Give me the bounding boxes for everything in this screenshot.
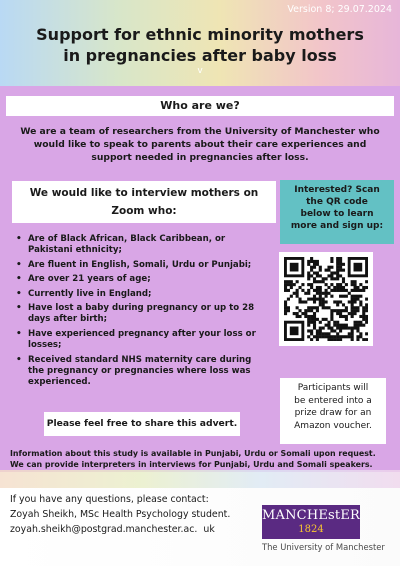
header-banner xyxy=(0,0,400,86)
criterion-line: the pregnancy or pregnancies where loss was xyxy=(28,366,251,377)
criterion-line: experienced. xyxy=(28,377,91,388)
logo-year: 1824 xyxy=(298,524,324,535)
list-item xyxy=(16,329,278,352)
qr-code[interactable] xyxy=(279,252,373,346)
bullet-icon: • xyxy=(16,274,22,285)
intro-text xyxy=(10,125,390,164)
interview-heading-line-1: We would like to interview mothers on xyxy=(29,187,259,199)
criterion-line: losses; xyxy=(28,340,62,351)
contact-person: Zoyah Sheikh, MSc Health Psychology student. xyxy=(10,509,231,520)
interview-heading xyxy=(12,181,276,223)
criterion-line: Are of Black African, Black Caribbean, or xyxy=(28,234,226,244)
intro-line-2: would like to speak to parents about their care experiences and xyxy=(33,139,367,150)
qr-instruction-line: more and sign up: xyxy=(290,221,384,231)
list-item xyxy=(16,274,278,285)
contact-heading: If you have any questions, please contact: xyxy=(10,494,209,505)
language-info xyxy=(10,448,394,470)
email-address[interactable]: zoyah.sheikh@postgrad.manchester.ac. xyxy=(10,524,198,535)
who-are-we-heading: Who are we? xyxy=(6,96,394,116)
criterion-line: Have experienced pregnancy after your loss or xyxy=(28,328,256,339)
title-line-1: Support for ethnic minority mothers xyxy=(36,25,364,44)
qr-code-icon xyxy=(284,257,368,341)
prize-line: Participants will xyxy=(297,383,369,393)
footer-gradient-band xyxy=(0,470,400,488)
chevron-down-icon: v xyxy=(197,66,203,76)
list-item xyxy=(16,355,278,389)
criterion-line: Are fluent in English, Somali, Urdu or Punjabi; xyxy=(28,259,252,270)
prize-line: Amazon voucher. xyxy=(294,420,372,431)
intro-line-3: support needed in pregnancies after loss. xyxy=(91,152,309,163)
title-line-2: in pregnancies after baby loss xyxy=(63,46,337,65)
criterion-line: days after birth; xyxy=(28,314,108,325)
bullet-icon: • xyxy=(16,328,22,339)
qr-instruction-line: Interested? Scan xyxy=(294,185,380,195)
university-logo xyxy=(262,505,360,539)
page-title xyxy=(0,24,400,66)
contact-info xyxy=(10,492,250,537)
logo-wordmark: MANCHEstER xyxy=(262,508,361,523)
prize-line: prize draw for an xyxy=(294,408,372,418)
info-line-1: Information about this study is available in Punjabi, Urdu or Somali upon request. xyxy=(10,449,376,458)
criterion-line: Currently live in England; xyxy=(28,288,152,299)
criterion-line: Received standard NHS maternity care during xyxy=(28,354,252,365)
bullet-icon: • xyxy=(16,259,22,270)
bullet-icon: • xyxy=(16,234,22,244)
criteria-list xyxy=(16,234,278,392)
email-tail[interactable]: uk xyxy=(203,524,215,535)
info-line-2: We can provide interpreters in interviews for Punjabi, Urdu and Somali speakers. xyxy=(10,460,373,469)
bullet-icon: • xyxy=(16,303,22,314)
list-item xyxy=(16,289,278,300)
bullet-icon: • xyxy=(16,288,22,299)
list-item xyxy=(16,234,278,257)
prize-draw-notice xyxy=(280,378,386,444)
interview-heading-line-2: Zoom who: xyxy=(111,205,177,217)
criterion-line: Have lost a baby during pregnancy or up to 28 xyxy=(28,303,255,314)
qr-instruction-line: the QR code xyxy=(306,197,368,207)
criterion-line: Pakistani ethnicity; xyxy=(28,245,122,256)
prize-line: be entered into a xyxy=(294,395,372,406)
bullet-icon: • xyxy=(16,354,22,365)
intro-line-1: We are a team of researchers from the University of Manchester who xyxy=(20,126,380,137)
criterion-line: Are over 21 years of age; xyxy=(28,274,151,285)
list-item xyxy=(16,260,278,271)
contact-email[interactable] xyxy=(10,522,250,537)
share-notice: Please feel free to share this advert. xyxy=(44,412,240,436)
version-label: Version 8; 29.07.2024 xyxy=(287,4,392,15)
qr-instruction-line: below to learn xyxy=(300,209,374,219)
list-item xyxy=(16,303,278,326)
qr-instructions xyxy=(280,180,394,244)
university-name: The University of Manchester xyxy=(262,542,385,552)
